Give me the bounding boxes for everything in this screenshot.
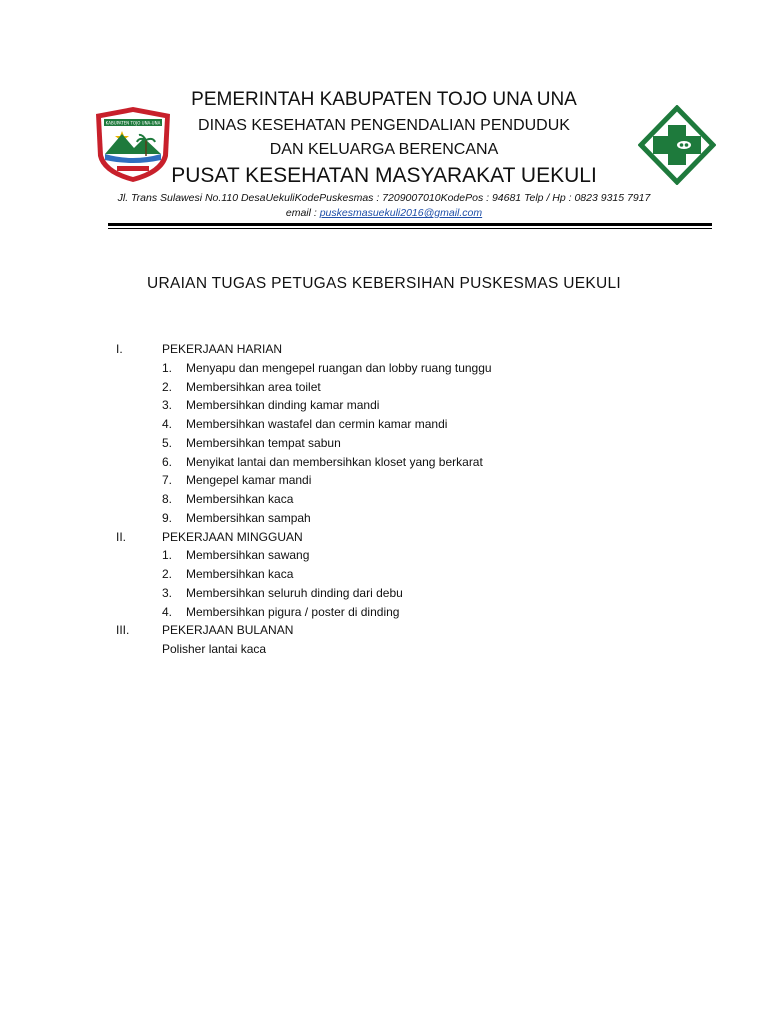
item-text: Menyikat lantai dan membersihkan kloset yang berkarat bbox=[186, 454, 483, 469]
item-number: 6. bbox=[162, 454, 173, 469]
item-number: 5. bbox=[162, 435, 173, 450]
list-item bbox=[0, 359, 768, 378]
item-text: Menyapu dan mengepel ruangan dan lobby ruang tunggu bbox=[186, 360, 492, 375]
list-item bbox=[0, 565, 768, 584]
header-department-line-2: DAN KELUARGA BERENCANA bbox=[269, 141, 499, 158]
emblem-label: KABUPATEN TOJO UNA-UNA bbox=[105, 120, 161, 126]
item-text: Polisher lantai kaca bbox=[162, 642, 267, 656]
item-text: Membersihkan pigura / poster di dinding bbox=[186, 604, 400, 619]
section-title: PEKERJAAN BULANAN bbox=[162, 623, 294, 638]
item-number: 9. bbox=[162, 510, 173, 525]
item-number: 2. bbox=[162, 379, 173, 394]
item-text: Membersihkan sampah bbox=[186, 510, 311, 525]
item-number: 1. bbox=[162, 548, 173, 563]
item-text: Membersihkan kaca bbox=[186, 567, 294, 581]
header-department-line: DINAS KESEHATAN PENGENDALIAN PENDUDUK bbox=[198, 117, 570, 134]
section-number: II. bbox=[116, 529, 127, 544]
item-text: Membersihkan tempat sabun bbox=[186, 435, 341, 450]
item-number: 8. bbox=[162, 492, 173, 506]
item-text: Mengepel kamar mandi bbox=[186, 473, 312, 488]
section-heading bbox=[0, 340, 768, 359]
task-list bbox=[0, 340, 768, 659]
list-item bbox=[0, 509, 768, 528]
header-divider-thin bbox=[108, 228, 712, 229]
section-title: PEKERJAAN HARIAN bbox=[162, 342, 283, 356]
header-institution-name: PUSAT KESEHATAN MASYARAKAT UEKULI bbox=[171, 164, 597, 187]
item-number: 3. bbox=[162, 585, 173, 600]
item-text: Membersihkan kaca bbox=[186, 492, 294, 506]
list-item bbox=[0, 434, 768, 453]
list-item bbox=[0, 490, 768, 509]
section-heading bbox=[0, 528, 768, 547]
item-text: Membersihkan area toilet bbox=[186, 379, 321, 394]
list-item bbox=[0, 396, 768, 415]
email-link[interactable]: puskesmasuekuli2016@gmail.com bbox=[319, 207, 483, 219]
section-heading bbox=[0, 621, 768, 640]
list-item bbox=[0, 453, 768, 472]
list-item bbox=[0, 415, 768, 434]
list-item bbox=[0, 640, 768, 659]
header-email-line bbox=[0, 207, 768, 219]
item-number: 1. bbox=[162, 360, 173, 375]
list-item bbox=[0, 546, 768, 565]
list-item bbox=[0, 603, 768, 622]
document-title: URAIAN TUGAS PETUGAS KEBERSIHAN PUSKESMAS UEKULI bbox=[146, 275, 622, 292]
section-number: III. bbox=[116, 623, 130, 638]
letterhead bbox=[0, 0, 768, 240]
section-number: I. bbox=[116, 342, 123, 356]
list-item bbox=[0, 378, 768, 397]
puskesmas-logo-icon bbox=[638, 105, 716, 185]
section-title: PEKERJAAN MINGGUAN bbox=[162, 529, 303, 544]
item-text: Membersihkan sawang bbox=[186, 548, 310, 563]
header-divider-thick bbox=[108, 223, 712, 226]
item-text: Membersihkan wastafel dan cermin kamar mandi bbox=[186, 417, 448, 431]
email-label: email : bbox=[285, 207, 320, 219]
item-text: Membersihkan seluruh dinding dari debu bbox=[186, 585, 403, 600]
item-number: 4. bbox=[162, 417, 173, 431]
header-government-line: PEMERINTAH KABUPATEN TOJO UNA UNA bbox=[191, 89, 577, 110]
item-number: 2. bbox=[162, 567, 173, 581]
item-number: 4. bbox=[162, 604, 173, 619]
item-number: 3. bbox=[162, 398, 173, 413]
list-item bbox=[0, 584, 768, 603]
header-address: Jl. Trans Sulawesi No.110 DesaUekuliKodePuskesmas : 7209007010KodePos : 94681 Telp / Hp : 0823 9315 7917 bbox=[117, 192, 651, 204]
item-number: 7. bbox=[162, 473, 173, 488]
item-text: Membersihkan dinding kamar mandi bbox=[186, 398, 380, 413]
list-item bbox=[0, 471, 768, 490]
